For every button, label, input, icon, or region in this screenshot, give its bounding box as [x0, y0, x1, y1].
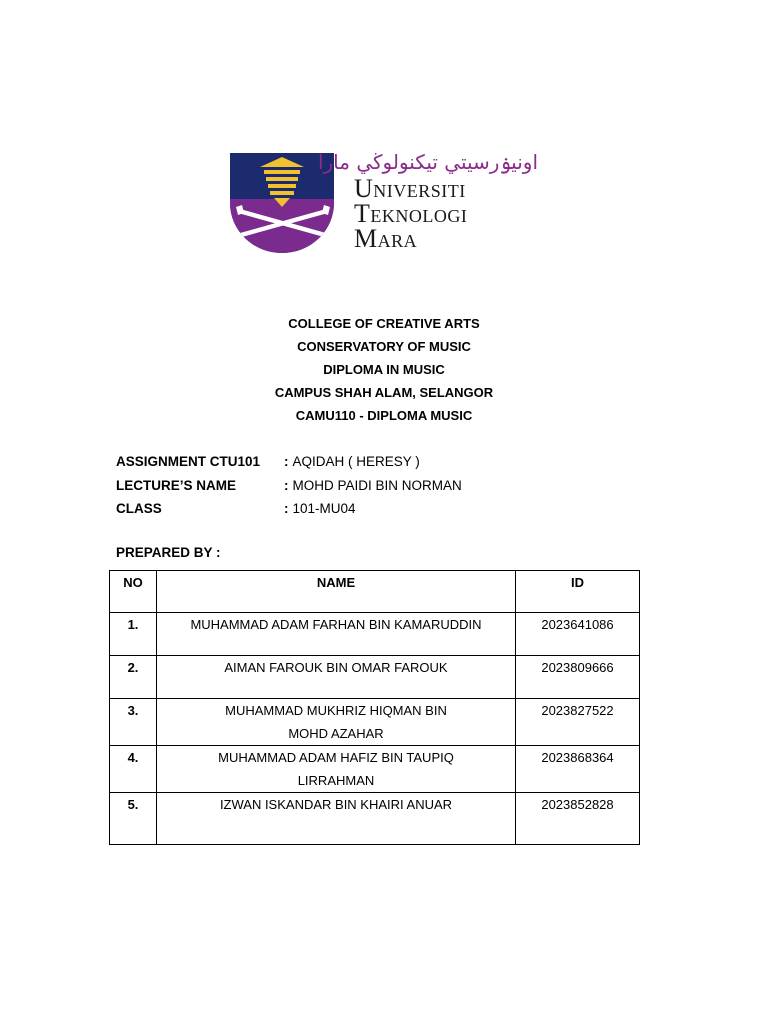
- cell-id: 2023868364: [516, 746, 640, 793]
- info-colon: :: [284, 454, 289, 469]
- table-row: [110, 656, 640, 699]
- table-row: [110, 746, 640, 793]
- cell-name: [157, 699, 516, 746]
- cell-name-text: MUHAMMAD MUKHRIZ HIQMAN BIN MOHD AZAHAR: [225, 703, 447, 741]
- heading-campus: CAMPUS SHAH ALAM, SELANGOR: [274, 385, 494, 400]
- cell-no: 1.: [110, 613, 157, 656]
- table-header-row: [110, 571, 640, 613]
- header-no: NO: [110, 571, 157, 613]
- info-row-lecturer: [116, 474, 656, 498]
- info-row-assignment: [116, 450, 656, 474]
- wordmark-line-3: Mara: [354, 224, 418, 253]
- info-row-class: [116, 497, 656, 521]
- cell-name-text: MUHAMMAD ADAM HAFIZ BIN TAUPIQ LIRRAHMAN: [218, 750, 454, 788]
- cell-no: 4.: [110, 746, 157, 793]
- document-headings: [0, 312, 768, 427]
- cell-name: AIMAN FAROUK BIN OMAR FAROUK: [157, 656, 516, 699]
- cell-name: [157, 746, 516, 793]
- header-id: ID: [516, 571, 640, 613]
- cell-name: IZWAN ISKANDAR BIN KHAIRI ANUAR: [157, 793, 516, 845]
- info-value: 101-MU04: [292, 501, 356, 516]
- table-row: [110, 613, 640, 656]
- info-value: AQIDAH ( HERESY ): [292, 454, 420, 469]
- jawi-university-name: اونيۏرسيتي تيكنولوڬي مارا: [317, 150, 538, 174]
- members-table: [109, 570, 640, 845]
- cell-id: 2023827522: [516, 699, 640, 746]
- cell-no: 3.: [110, 699, 157, 746]
- table-row: [110, 793, 640, 845]
- table-row: [110, 699, 640, 746]
- heading-conservatory: CONSERVATORY OF MUSIC: [297, 339, 471, 354]
- header-name: NAME: [157, 571, 516, 613]
- info-label: LECTURE’S NAME: [116, 477, 237, 493]
- info-label: ASSIGNMENT CTU101: [116, 454, 261, 469]
- university-wordmark: [354, 176, 467, 251]
- uitm-logo: [230, 150, 550, 254]
- heading-college: COLLEGE OF CREATIVE ARTS: [288, 316, 480, 331]
- info-value: MOHD PAIDI BIN NORMAN: [292, 477, 462, 493]
- info-colon: :: [284, 477, 289, 493]
- prepared-by-label: PREPARED BY :: [116, 545, 221, 560]
- heading-diploma: DIPLOMA IN MUSIC: [323, 362, 445, 377]
- info-colon: :: [284, 501, 289, 516]
- wordmark-line-2: Teknologi: [354, 199, 468, 228]
- cell-id: 2023641086: [516, 613, 640, 656]
- cell-no: 5.: [110, 793, 157, 845]
- wordmark-line-1: Universiti: [354, 174, 466, 203]
- cell-no: 2.: [110, 656, 157, 699]
- assignment-info: [116, 450, 656, 521]
- heading-course-code: CAMU110 - DIPLOMA MUSIC: [295, 408, 473, 423]
- cell-id: 2023852828: [516, 793, 640, 845]
- cell-id: 2023809666: [516, 656, 640, 699]
- cell-name: MUHAMMAD ADAM FARHAN BIN KAMARUDDIN: [157, 613, 516, 656]
- info-label: CLASS: [116, 501, 162, 516]
